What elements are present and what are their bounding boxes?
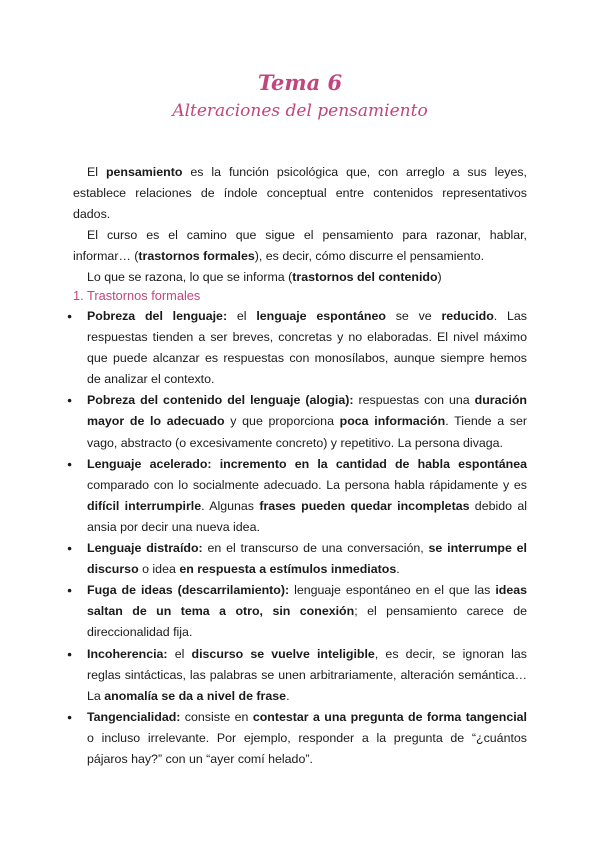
intro-text [73,162,527,288]
section-heading: 1. Trastornos formales [73,288,201,303]
list-item: ● Pobreza del lenguaje: el lenguaje espontáneo se ve reducido. Las respuestas tienden a ser breves, concretas y no elaboradas. El nivel máximo que puede alcanzar es respuestas con monosílabos, aunque siempre hemos de analizar el contexto. [73,306,527,390]
page-subtitle: Alteraciones del pensamiento [172,101,428,121]
intro-paragraph-3: Lo que se razona, lo que se informa (trastornos del contenido) [87,270,442,284]
list-item: ● Lenguaje acelerado: incremento en la cantidad de habla espontánea comparado con lo socialmente adecuado. La persona habla rápidamente y es difícil interrumpirle. Algunas frases pueden quedar incompletas debido al ansia por decir una nueva idea. [73,454,527,538]
list-item: ● Incoherencia: el discurso se vuelve inteligible, es decir, se ignoran las reglas sintácticas, las palabras se unen arbitrariamente, alteración semántica… La anomalía se da a nivel de frase. [73,644,527,707]
page-title: Tema 6 [257,70,343,95]
list-item: ● Lenguaje distraído: en el transcurso de una conversación, se interrumpe el discurso o idea en respuesta a estímulos inmediatos. [73,538,527,580]
intro-paragraph-2: El curso es el camino que sigue el pensamiento para razonar, hablar, informar… (trastornos formales), es decir, cómo discurre el pensamiento. [73,228,527,263]
list-item: ● Tangencialidad: consiste en contestar a una pregunta de forma tangencial o incluso irrelevante. Por ejemplo, responder a la pregunta de “¿cuántos pájaros hay?” con un “ayer comí helado”. [73,707,527,770]
intro-paragraph-1: El pensamiento es la función psicológica que, con arreglo a sus leyes, establece relaciones de índole conceptual entre contenidos representativos dados. [73,165,527,221]
list-item: ● Fuga de ideas (descarrilamiento): lenguaje espontáneo en el que las ideas saltan de un tema a otro, sin conexión; el pensamiento carece de direccionalidad fija. [73,580,527,643]
disorder-list [73,306,527,770]
list-item: ● Pobreza del contenido del lenguaje (alogia): respuestas con una duración mayor de lo adecuado y que proporciona poca información. Tiende a ser vago, abstracto (o excesivamente concreto) y repetitivo. La persona divaga. [73,390,527,453]
